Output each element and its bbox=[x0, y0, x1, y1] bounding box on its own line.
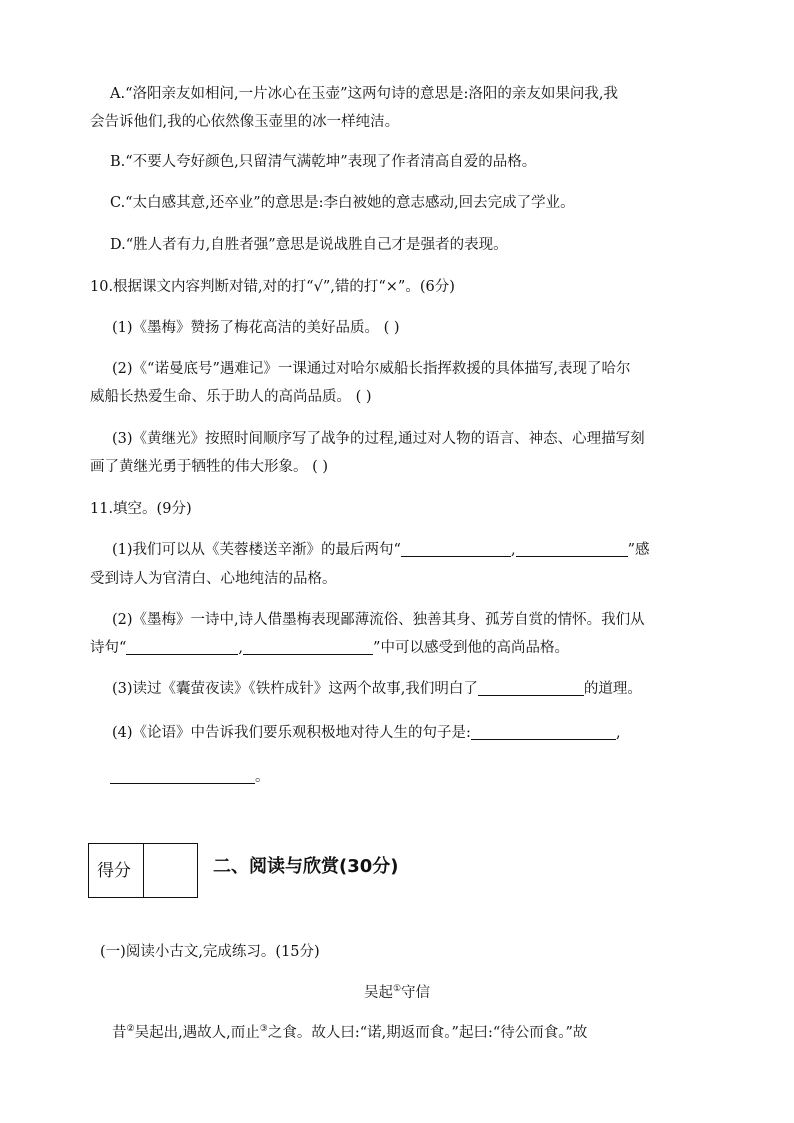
footnote-mark: ② bbox=[126, 1024, 135, 1035]
passage-title-part-1: 吴起 bbox=[363, 985, 393, 1001]
q11-4-prefix: (4)《论语》中告诉我们要乐观积极地对待人生的句子是: bbox=[112, 725, 471, 741]
option-a-line-1: A.“洛阳亲友如相问,一片冰心在玉壶”这两句诗的意思是:洛阳的亲友如果问我,我 bbox=[110, 86, 619, 102]
q11-4-period: 。 bbox=[255, 769, 270, 785]
footnote-mark: ① bbox=[392, 984, 402, 995]
question-10-item-1: (1)《墨梅》赞扬了梅花高洁的美好品质。 ( ) bbox=[112, 320, 400, 336]
question-11-item-2-line-1: (2)《墨梅》一诗中,诗人借墨梅表现鄙薄流俗、独善其身、孤芳自赏的情怀。我们从 bbox=[112, 612, 645, 628]
answer-blank[interactable] bbox=[516, 540, 628, 557]
question-11-item-3 bbox=[112, 677, 642, 698]
question-10: 10.根据课文内容判断对错,对的打“√”,错的打“×”。(6分) bbox=[90, 279, 455, 295]
q11-4-comma: , bbox=[615, 725, 621, 741]
question-11-item-4-line-1 bbox=[112, 721, 621, 742]
passage-title-part-2: 守信 bbox=[401, 985, 431, 1001]
option-a-line-2: 会告诉他们,我的心依然像玉壶里的冰一样纯洁。 bbox=[90, 114, 400, 130]
q11-1-suffix: ”感 bbox=[627, 542, 650, 558]
q11-1-comma: , bbox=[510, 542, 516, 558]
score-box bbox=[88, 843, 198, 898]
footnote-mark: ③ bbox=[259, 1024, 268, 1035]
answer-blank[interactable] bbox=[126, 638, 238, 655]
option-b: B.“不要人夸好颜色,只留清气满乾坤”表现了作者清高自爱的品格。 bbox=[110, 154, 537, 170]
score-label: 得分 bbox=[97, 861, 131, 881]
section-title: 二、阅读与欣赏(30分) bbox=[213, 856, 399, 877]
q11-2-suffix: ”中可以感受到他的高尚品格。 bbox=[373, 640, 569, 656]
question-11-item-2-line-2 bbox=[90, 636, 569, 657]
passage-text: 之食。故人曰:“诺,期返而食。”起曰:“待公而食。”故 bbox=[267, 1025, 588, 1041]
q11-2-prefix: 诗句“ bbox=[90, 640, 127, 656]
question-10-item-2-line-2: 威船长热爱生命、乐于助人的高尚品质。 ( ) bbox=[90, 389, 372, 405]
answer-blank[interactable] bbox=[243, 638, 373, 655]
q11-3-prefix: (3)读过《囊萤夜读》《铁杵成针》这两个故事,我们明白了 bbox=[112, 681, 478, 697]
question-11-item-1-line-1 bbox=[112, 538, 649, 559]
question-10-item-2-line-1: (2)《“诺曼底号”遇难记》一课通过对哈尔威船长指挥救援的具体描写,表现了哈尔 bbox=[112, 361, 631, 377]
passage-text: 吴起出,遇故人,而止 bbox=[134, 1025, 260, 1041]
answer-blank[interactable] bbox=[110, 767, 255, 784]
score-box-divider bbox=[143, 844, 144, 897]
q11-1-prefix: (1)我们可以从《芙蓉楼送辛渐》的最后两句“ bbox=[112, 542, 401, 558]
option-c: C.“太白感其意,还卒业”的意思是:李白被她的意志感动,回去完成了学业。 bbox=[110, 195, 575, 211]
answer-blank[interactable] bbox=[471, 723, 616, 740]
option-d: D.“胜人者有力,自胜者强”意思是说战胜自己才是强者的表现。 bbox=[110, 237, 508, 253]
question-11: 11.填空。(9分) bbox=[90, 501, 192, 517]
answer-blank[interactable] bbox=[478, 679, 584, 696]
answer-blank[interactable] bbox=[401, 540, 511, 557]
question-10-item-3-line-1: (3)《黄继光》按照时间顺序写了战争的过程,通过对人物的语言、神态、心理描写刻 bbox=[112, 431, 645, 447]
q11-3-suffix: 的道理。 bbox=[583, 681, 642, 697]
passage-title bbox=[0, 981, 794, 1002]
question-10-item-3-line-2: 画了黄继光勇于牺牲的伟大形象。 ( ) bbox=[90, 459, 329, 475]
question-11-item-1-line-2: 受到诗人为官清白、心地纯洁的品格。 bbox=[90, 571, 337, 587]
question-11-item-4-line-2 bbox=[110, 765, 270, 786]
passage-text: 昔 bbox=[112, 1025, 127, 1041]
reading-section-1: (一)阅读小古文,完成练习。(15分) bbox=[100, 944, 320, 960]
passage-line-1 bbox=[112, 1021, 587, 1042]
q11-2-comma: , bbox=[238, 640, 244, 656]
